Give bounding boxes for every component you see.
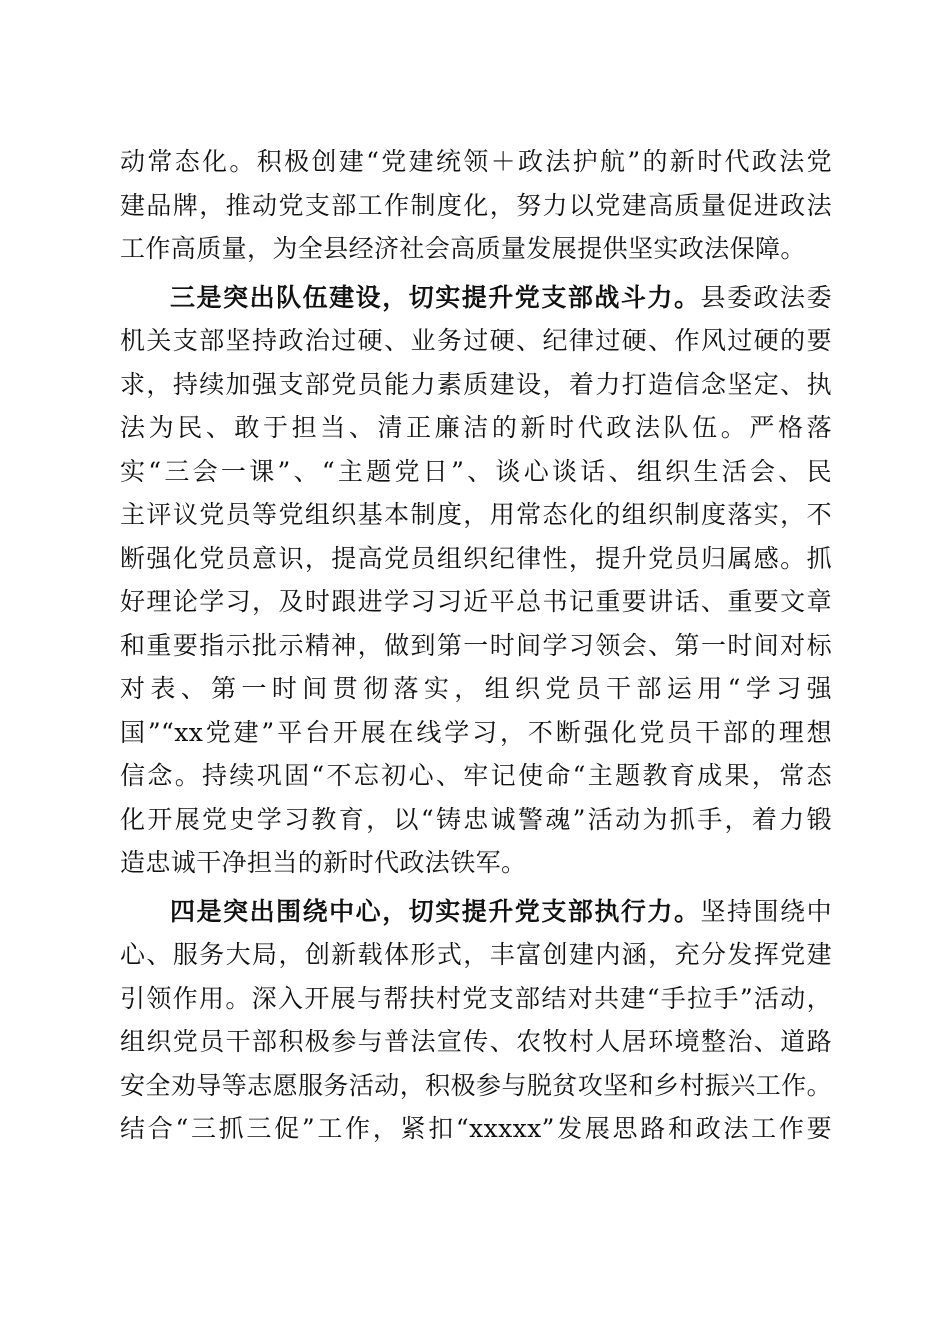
text-line: 动常态化。积极创建“党建统领＋政法护航”的新时代政法党 — [120, 147, 832, 176]
text-line: 组织党员干部积极参与普法宣传、农牧村人居环境整治、道路 — [120, 1027, 832, 1056]
text-line: 结合“三抓三促”工作，紧扣“xxxxx”发展思路和政法工作要 — [120, 1114, 832, 1143]
text-span: 县委政法委 — [700, 282, 832, 312]
text-line: 信念。持续巩固“不忘初心、牢记使命“主题教育成果，常态 — [120, 761, 832, 790]
paragraph-heading: 三是突出队伍建设，切实提升党支部战斗力。 — [170, 282, 701, 312]
paragraph-heading: 四是突出围绕中心，切实提升党支部执行力。 — [170, 896, 701, 926]
text-line: 机关支部坚持政治过硬、业务过硬、纪律过硬、作风过硬的要 — [120, 326, 832, 355]
text-line: 对表、第一时间贯彻落实，组织党员干部运用“学习强 — [120, 674, 832, 703]
text-line: 安全劝导等志愿服务活动，积极参与脱贫攻坚和乡村振兴工作。 — [120, 1070, 832, 1100]
text-line: 好理论学习，及时跟进学习习近平总书记重要讲话、重要文章 — [120, 587, 832, 616]
text-line: 求，持续加强支部党员能力素质建设，着力打造信念坚定、执 — [120, 369, 832, 399]
paragraph-3 — [120, 890, 832, 1151]
text-line: 主评议党员等党组织基本制度，用常态化的组织制度落实，不 — [120, 500, 832, 529]
text-line: 法为民、敢于担当、清正廉洁的新时代政法队伍。严格落 — [120, 413, 832, 442]
paragraph-first-line — [120, 276, 832, 320]
text-line: 国”“xx党建”平台开展在线学习，不断强化党员干部的理想 — [120, 717, 832, 747]
text-line: 建品牌，推动党支部工作制度化，努力以党建高质量促进政法 — [120, 190, 832, 220]
paragraph-first-line — [120, 890, 832, 934]
text-line: 造忠诚干净担当的新时代政法铁军。 — [120, 848, 527, 877]
text-line: 引领作用。深入开展与帮扶村党支部结对共建“手拉手”活动， — [120, 983, 832, 1013]
text-line: 化开展党史学习教育，以“铸忠诚警魂”活动为抓手，着力锻 — [120, 804, 832, 834]
paragraph-1 — [120, 140, 832, 271]
document-page — [120, 140, 832, 1151]
text-span: 坚持围绕中 — [700, 896, 832, 926]
text-line: 断强化党员意识，提高党员组织纪律性，提升党员归属感。抓 — [120, 543, 832, 573]
paragraph-2 — [120, 276, 832, 885]
text-line: 工作高质量，为全县经济社会高质量发展提供坚实政法保障。 — [120, 234, 806, 263]
text-line: 心、服务大局，创新载体形式，丰富创建内涵，充分发挥党建 — [120, 940, 832, 969]
text-line: 实“三会一课”、“主题党日”、谈心谈话、组织生活会、民 — [120, 456, 832, 486]
text-line: 和重要指示批示精神，做到第一时间学习领会、第一时间对标 — [120, 630, 832, 660]
